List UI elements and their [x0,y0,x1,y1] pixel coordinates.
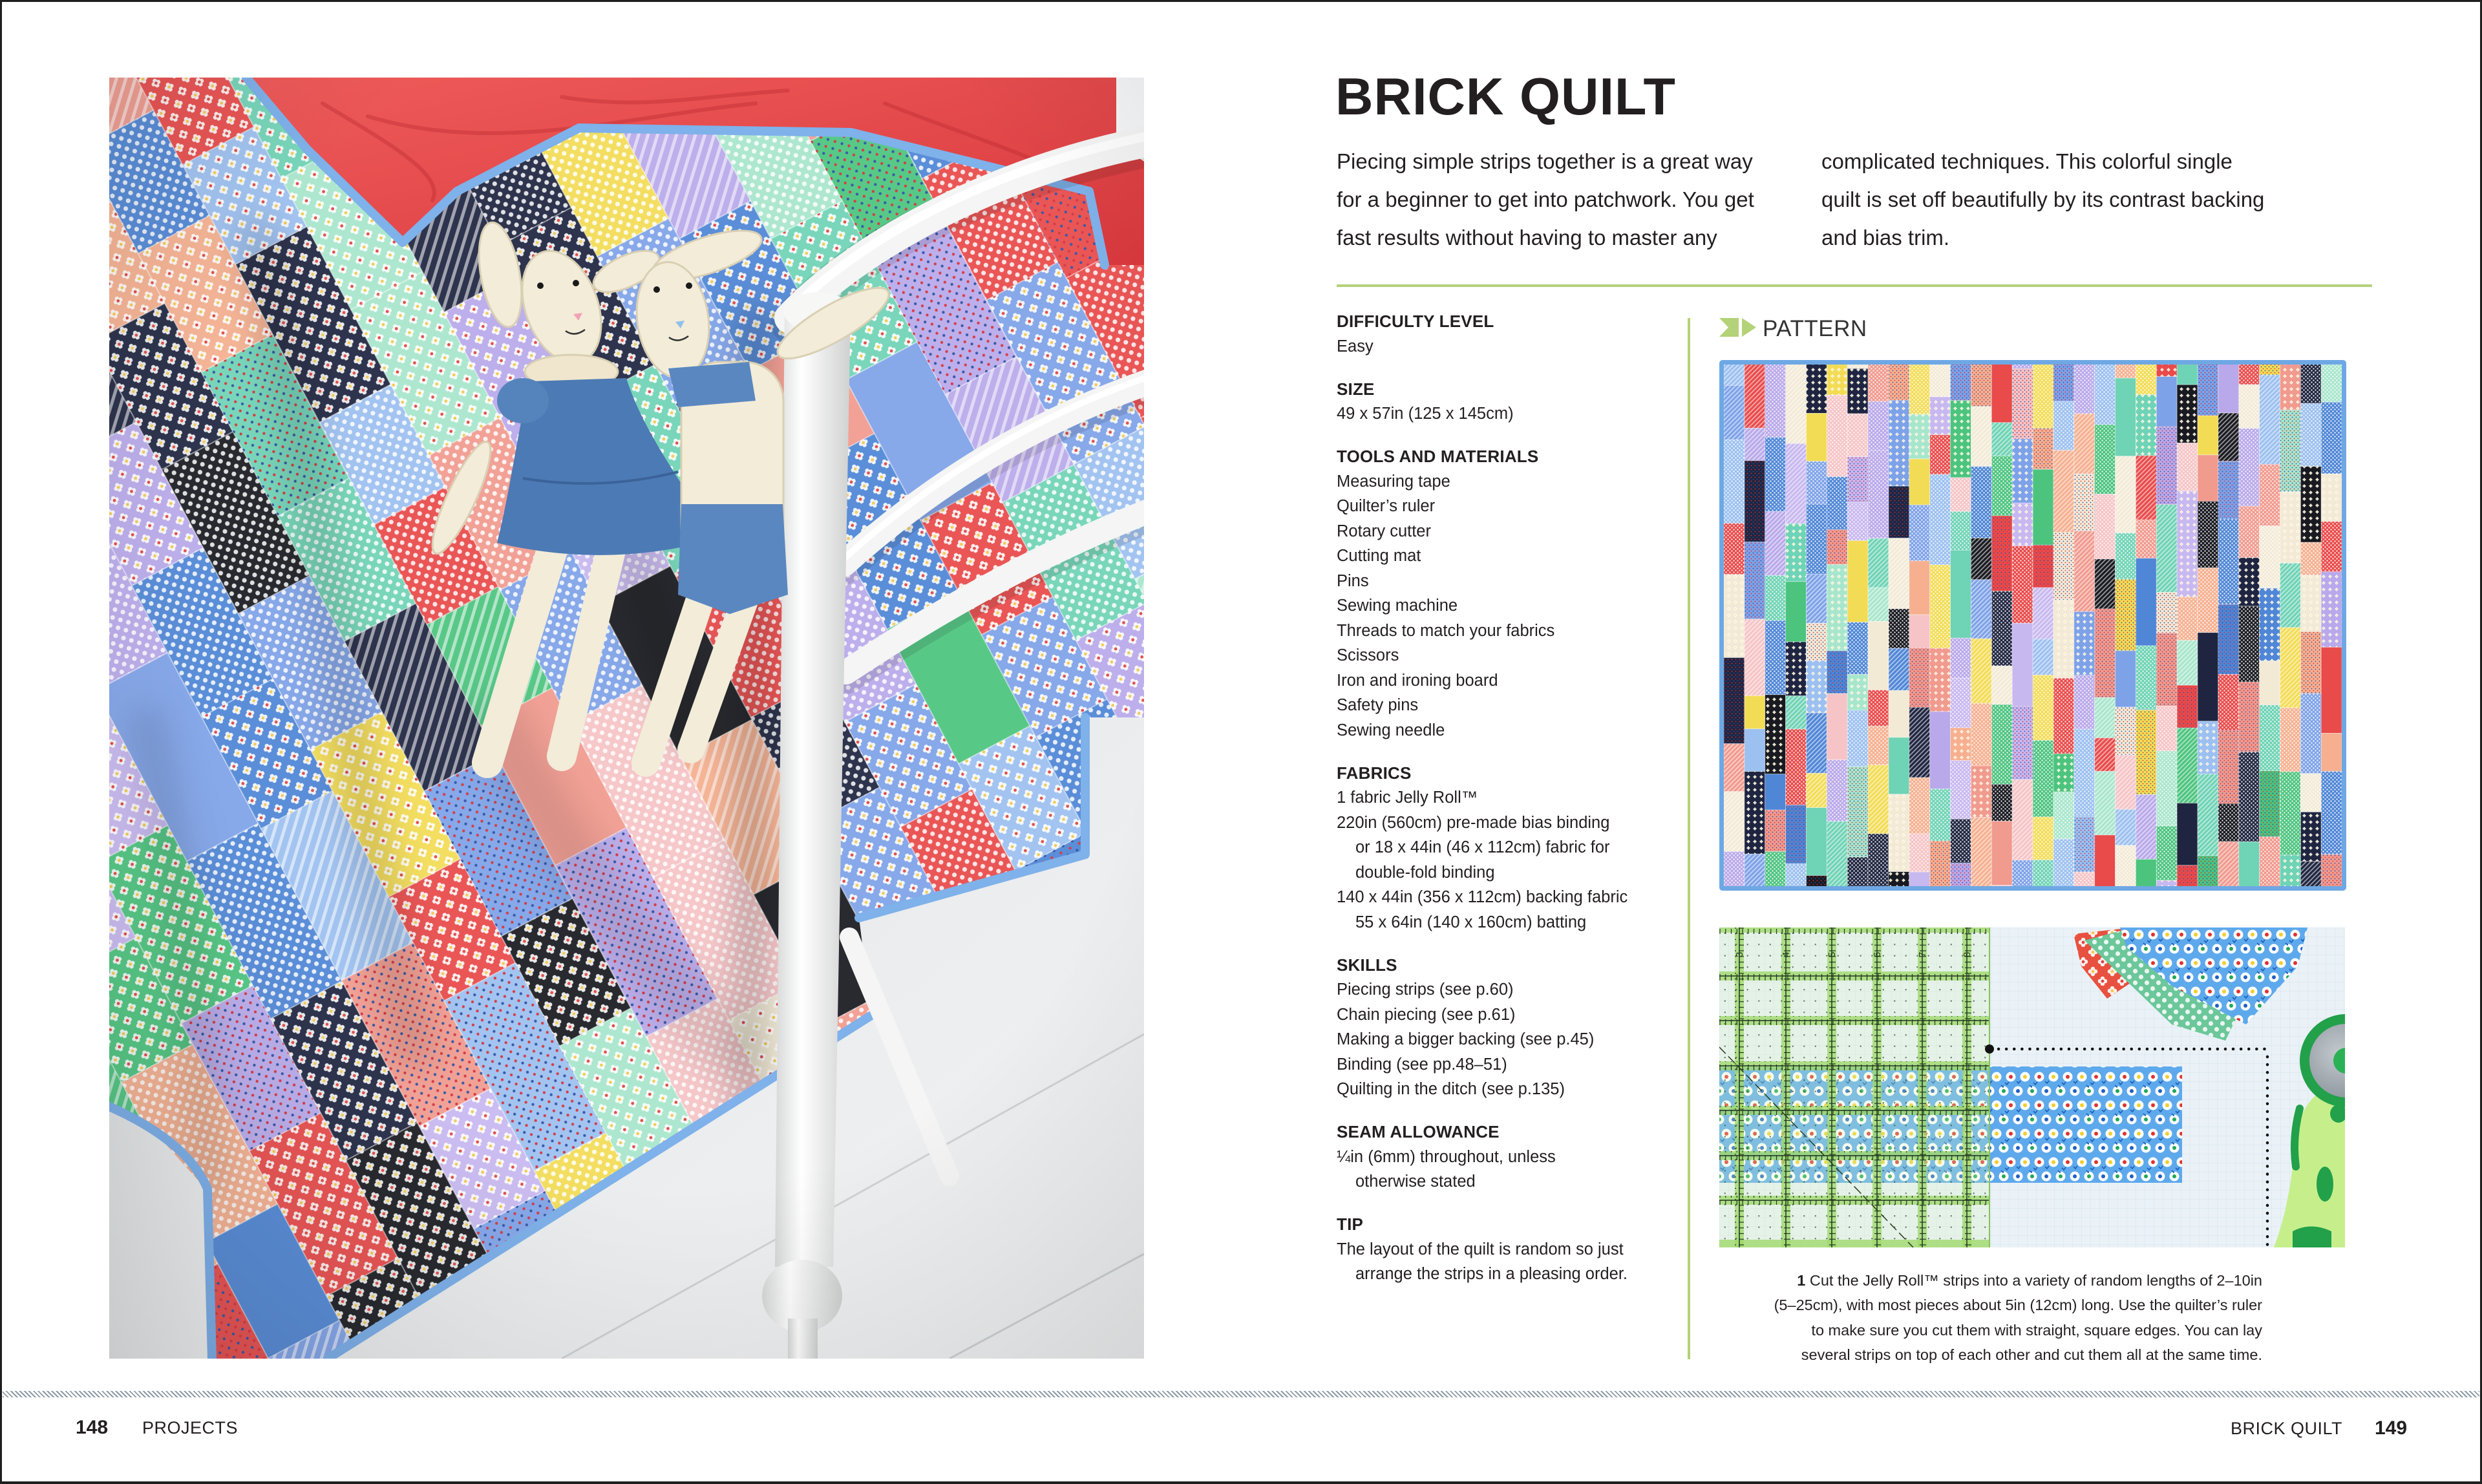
quilt-pattern-illustration [1719,360,2346,891]
page-number-right: 149 [2375,1417,2408,1439]
ruler-number: 4 [1781,951,1792,958]
spec-heading: TIP [1337,1214,1364,1234]
spec-item-continued: double-fold binding [1355,863,1495,882]
pattern-heading: PATTERN [1763,316,1867,341]
spec-item: Iron and ironing board [1337,671,1498,690]
spec-item: Pins [1337,571,1369,590]
spec-item-continued: arrange the strips in a pleasing order. [1355,1265,1628,1283]
double-arrow-icon [1719,318,1757,337]
spec-heading: SIZE [1337,379,1375,399]
spec-item: Rotary cutter [1337,522,1431,540]
spec-item: Safety pins [1337,696,1419,714]
page-title: BRICK QUILT [1335,68,1676,126]
caption-text: Cut the Jelly Roll™ strips into a variety of random lengths of 2–10in [1809,1272,2262,1289]
spec-heading: SEAM ALLOWANCE [1337,1122,1500,1141]
spec-fabrics [1337,761,1679,935]
spec-item: Making a bigger backing (see p.45) [1337,1030,1595,1048]
ruler-number: 7 [1917,951,1928,958]
spec-item: Quilting in the ditch (see p.135) [1337,1080,1565,1098]
quilters-ruler [1719,928,1989,1247]
spec-heading: SKILLS [1337,955,1397,975]
step-number: 1 [1797,1272,1806,1289]
intro-line: fast results without having to master any [1337,226,1717,249]
caption-line: several strips on top of each other and cut them all at the same time. [1801,1346,2262,1363]
spec-heading: DIFFICULTY LEVEL [1337,312,1494,331]
spec-item: Easy [1337,337,1374,355]
quilt-pattern-diagram [1719,360,2346,891]
spec-item: Binding (see pp.48–51) [1337,1055,1507,1074]
cutting-strips-illustration [1719,928,2345,1247]
spec-item: Cutting mat [1337,547,1421,565]
spec-item: 140 x 44in (356 x 112cm) backing fabric [1337,888,1628,906]
spec-item: 220in (560cm) pre-made bias binding [1337,813,1610,832]
spec-item-continued: or 18 x 44in (46 x 112cm) fabric for [1355,838,1610,856]
caption-line: to make sure you cut them with straight, square edges. You can lay [1811,1321,2262,1339]
intro-column-2 [1821,142,2264,257]
spec-item: Chain piecing (see p.61) [1337,1005,1516,1024]
brick-patchwork [1724,360,2342,891]
spec-heading: FABRICS [1337,763,1412,783]
spec-heading: TOOLS AND MATERIALS [1337,447,1539,466]
spec-item: Sewing needle [1337,721,1445,739]
spec-item-continued: otherwise stated [1355,1172,1476,1191]
section-divider-horizontal [1337,284,2372,287]
spec-item: 49 x 57in (125 x 145cm) [1337,405,1514,423]
quilt-photo-illustration [109,78,1144,1359]
ruler-number: 8 [1962,951,1973,958]
spec-item: The layout of the quilt is random so just [1337,1240,1624,1258]
intro-line: complicated techniques. This colorful single [1821,149,2233,173]
intro-line: Piecing simple strips together is a great way [1337,149,1753,173]
intro-column-1 [1337,142,1754,257]
spec-item: Scissors [1337,646,1399,664]
running-head-right: BRICK QUILT [2231,1419,2343,1438]
step-1-cutting-photo [1719,928,2345,1247]
spec-difficulty [1337,309,1679,359]
spec-item: ¼in (6mm) throughout, unless [1337,1147,1556,1166]
ruler-number: 5 [1827,951,1838,958]
spec-item: Threads to match your fabrics [1337,621,1555,640]
spec-skills [1337,953,1679,1102]
spec-item: 1 fabric Jelly Roll™ [1337,789,1478,807]
spec-item: Piecing strips (see p.60) [1337,980,1514,999]
intro-line: for a beginner to get into patchwork. You get [1337,187,1754,211]
caption-line [1706,1268,2262,1293]
ruler-number: 6 [1872,951,1883,958]
spec-item: Sewing machine [1337,597,1458,615]
spec-seam-allowance [1337,1119,1679,1194]
spec-item-continued: 55 x 64in (140 x 160cm) batting [1355,913,1587,931]
project-specs [1337,309,1679,1287]
spec-tip [1337,1212,1679,1287]
footer-hatched-rule [3,1391,2479,1397]
ruler-number: 3 [1734,951,1745,958]
intro-line: quilt is set off beautifully by its contrast backing [1821,187,2265,211]
spec-item: Measuring tape [1337,472,1450,491]
running-head-left: PROJECTS [142,1418,239,1437]
intro-line: and bias trim. [1821,226,1950,249]
spec-size [1337,377,1679,427]
spec-tools [1337,444,1679,743]
spec-item: Quilter’s ruler [1337,497,1436,515]
column-divider-vertical [1688,318,1690,1359]
caption-line: (5–25cm), with most pieces about 5in (12cm) long. Use the quilter’s ruler [1774,1297,2262,1314]
page-number-left: 148 [76,1417,109,1438]
step-1-caption [1706,1268,2262,1367]
quilt-on-bed-photo [109,78,1144,1359]
